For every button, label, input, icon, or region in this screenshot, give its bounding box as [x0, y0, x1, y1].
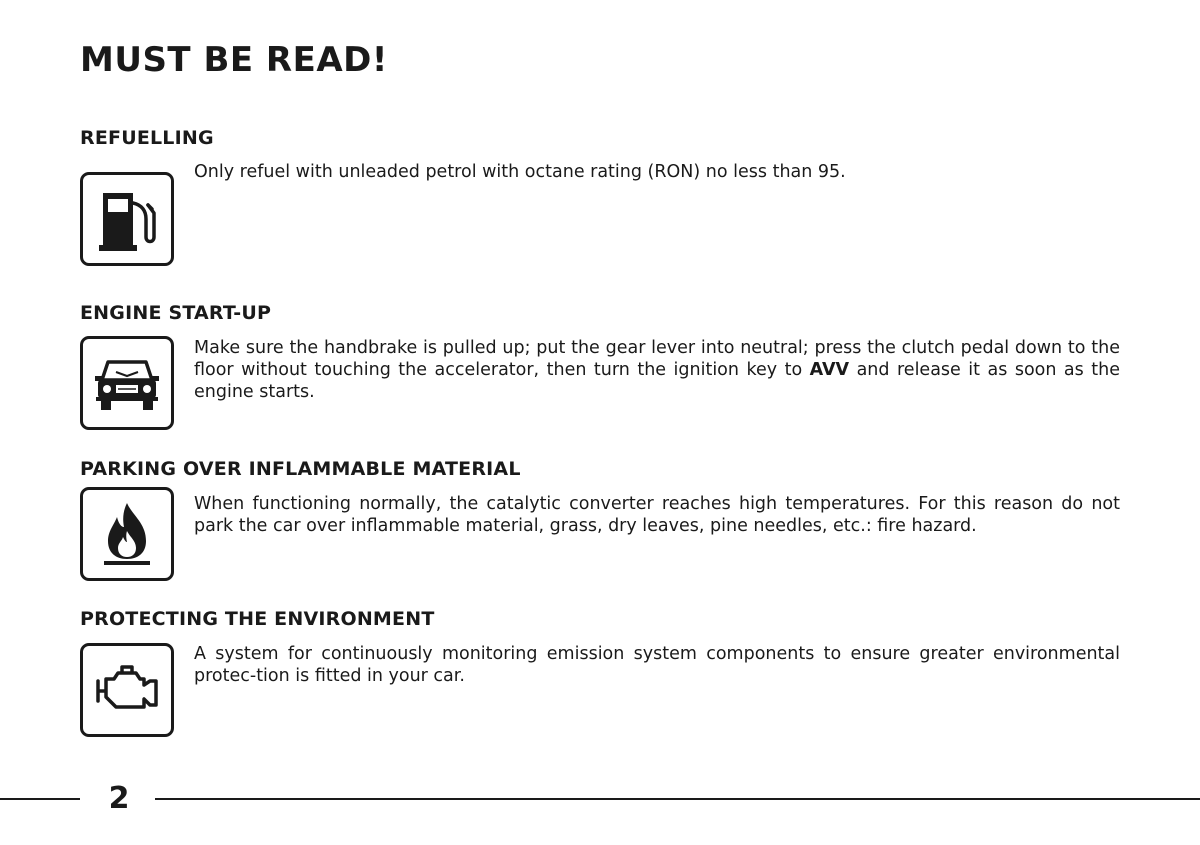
section-heading-protecting-environment: PROTECTING THE ENVIRONMENT [80, 608, 435, 630]
flame-icon [102, 501, 152, 567]
section-text-refuelling-part1: Only refuel with unleaded petrol with octane rating (RON) no less than 95. [194, 162, 846, 182]
section-text-parking-inflammable-part1: When functioning normally, the catalytic converter reaches high temperatures. For this reason do not park the car over inflammable material, grass, dry leaves, pine needles, etc.: fire hazard. [194, 494, 1120, 536]
protecting-environment-icon-box [80, 643, 174, 737]
footer-rule-right [155, 798, 1200, 800]
fuel-pump-icon [96, 183, 158, 255]
section-heading-refuelling: REFUELLING [80, 127, 214, 149]
footer-rule-left [0, 798, 80, 800]
section-text-protecting-environment [194, 643, 1120, 687]
engine-icon [94, 663, 160, 717]
section-heading-parking-inflammable: PARKING OVER INFLAMMABLE MATERIAL [80, 458, 521, 480]
section-heading-engine-start-up: ENGINE START-UP [80, 302, 272, 324]
section-text-parking-inflammable [194, 493, 1120, 537]
ignition-position-label: AVV [809, 360, 850, 380]
page-title: MUST BE READ! [80, 40, 388, 80]
section-text-engine-start-up-part1: Make sure the handbrake is pulled up; put the gear lever into neutral; press the clutch pedal down to the floor without touching the accelerator, then turn the ignition key to [194, 338, 1120, 380]
section-text-refuelling [194, 161, 1120, 183]
section-text-engine-start-up-part2: and release it as soon as the engine starts. [194, 360, 1120, 402]
section-text-engine-start-up [194, 337, 1120, 403]
refuelling-icon-box [80, 172, 174, 266]
engine-start-up-icon-box [80, 336, 174, 430]
page-number: 2 [108, 781, 130, 816]
parking-inflammable-icon-box [80, 487, 174, 581]
car-front-icon [94, 354, 160, 412]
section-text-protecting-environment-part1: A system for continuously monitoring emission system components to ensure greater environmental protec-tion is fitted in your car. [194, 644, 1120, 686]
